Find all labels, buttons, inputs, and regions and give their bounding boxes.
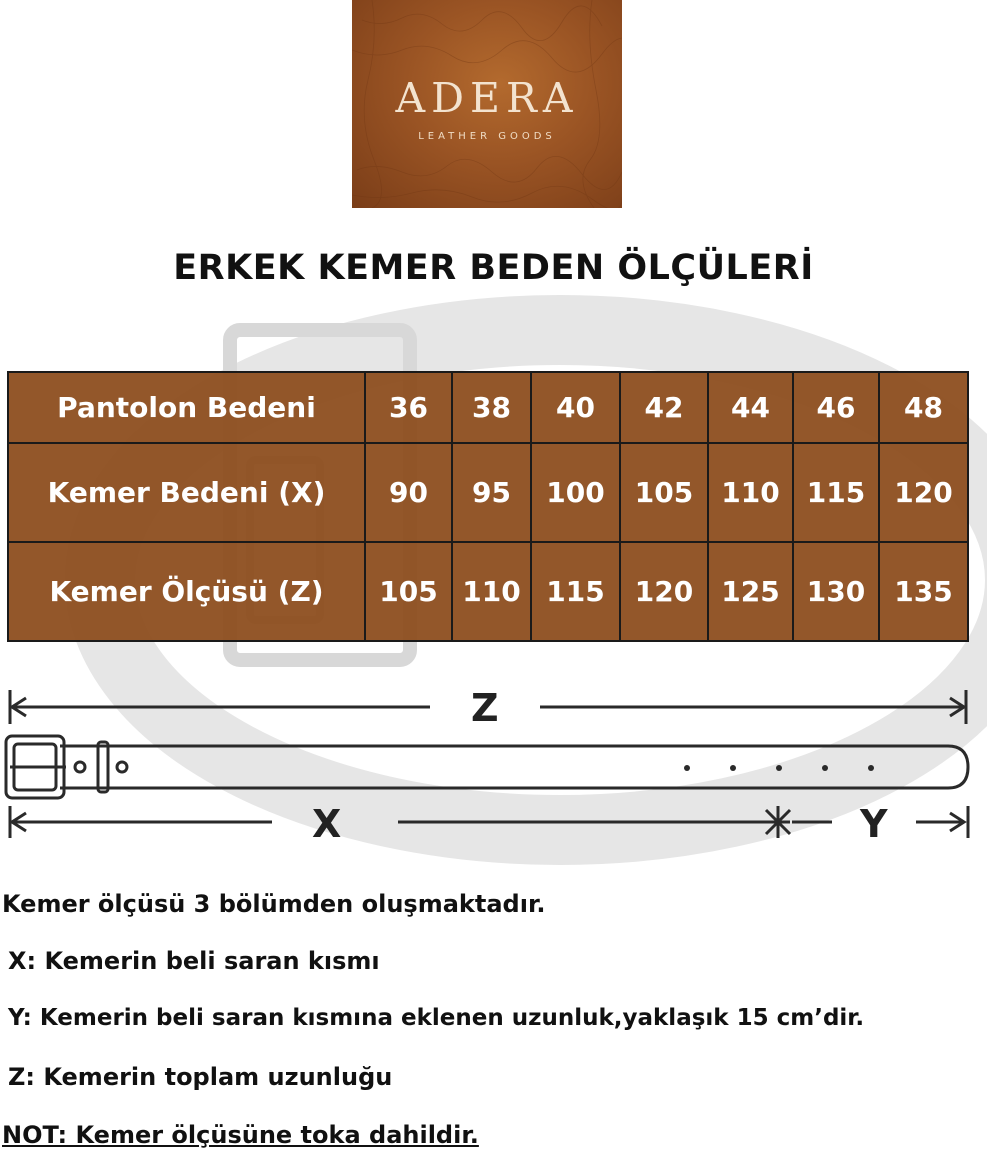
page-title: ERKEK KEMER BEDEN ÖLÇÜLERİ <box>173 248 814 288</box>
table-cell: 115 <box>793 443 879 542</box>
belt-diagram <box>0 680 987 850</box>
row-label: Kemer Bedeni (X) <box>8 443 365 542</box>
row-label: Pantolon Bedeni <box>8 372 365 443</box>
table-cell: 36 <box>365 372 452 443</box>
table-cell: 105 <box>365 542 452 641</box>
table-cell: 38 <box>452 372 531 443</box>
table-cell: 46 <box>793 372 879 443</box>
belt-rivet <box>117 762 127 772</box>
table-cell: 105 <box>620 443 708 542</box>
note-x: X: Kemerin beli saran kısmı <box>8 947 380 975</box>
table-cell: 95 <box>452 443 531 542</box>
table-cell: 120 <box>620 542 708 641</box>
table-cell: 120 <box>879 443 968 542</box>
brand-tagline: LEATHER GOODS <box>418 131 556 142</box>
notes-intro: Kemer ölçüsü 3 bölümden oluşmaktadır. <box>2 890 546 918</box>
note-z: Z: Kemerin toplam uzunluğu <box>8 1063 393 1091</box>
table-cell: 110 <box>452 542 531 641</box>
table-cell: 40 <box>531 372 620 443</box>
y-label: Y <box>860 802 888 846</box>
belt-hole <box>684 765 690 771</box>
row-label: Kemer Ölçüsü (Z) <box>8 542 365 641</box>
belt-hole <box>776 765 782 771</box>
table-row-belt-size <box>8 443 968 542</box>
z-label: Z <box>471 686 499 730</box>
table-cell: 42 <box>620 372 708 443</box>
note-y: Y: Kemerin beli saran kısmına eklenen uzunluk,yaklaşık 15 cm’dir. <box>8 1005 865 1031</box>
table-cell: 48 <box>879 372 968 443</box>
belt-loop <box>98 742 108 792</box>
table-cell: 135 <box>879 542 968 641</box>
belt-hole <box>730 765 736 771</box>
table-row-pants-size <box>8 372 968 443</box>
table-row-belt-length <box>8 542 968 641</box>
belt-hole <box>868 765 874 771</box>
table-cell: 110 <box>708 443 793 542</box>
belt-strap <box>60 746 968 788</box>
table-cell: 90 <box>365 443 452 542</box>
x-label: X <box>312 802 342 846</box>
size-table <box>7 371 969 642</box>
brand-name: ADERA <box>395 74 579 122</box>
belt-hole <box>822 765 828 771</box>
brand-logo <box>352 0 622 208</box>
table-cell: 130 <box>793 542 879 641</box>
table-cell: 100 <box>531 443 620 542</box>
belt-rivet <box>75 762 85 772</box>
table-cell: 115 <box>531 542 620 641</box>
note-buckle-included: NOT: Kemer ölçüsüne toka dahildir. <box>2 1121 479 1149</box>
table-cell: 125 <box>708 542 793 641</box>
table-cell: 44 <box>708 372 793 443</box>
